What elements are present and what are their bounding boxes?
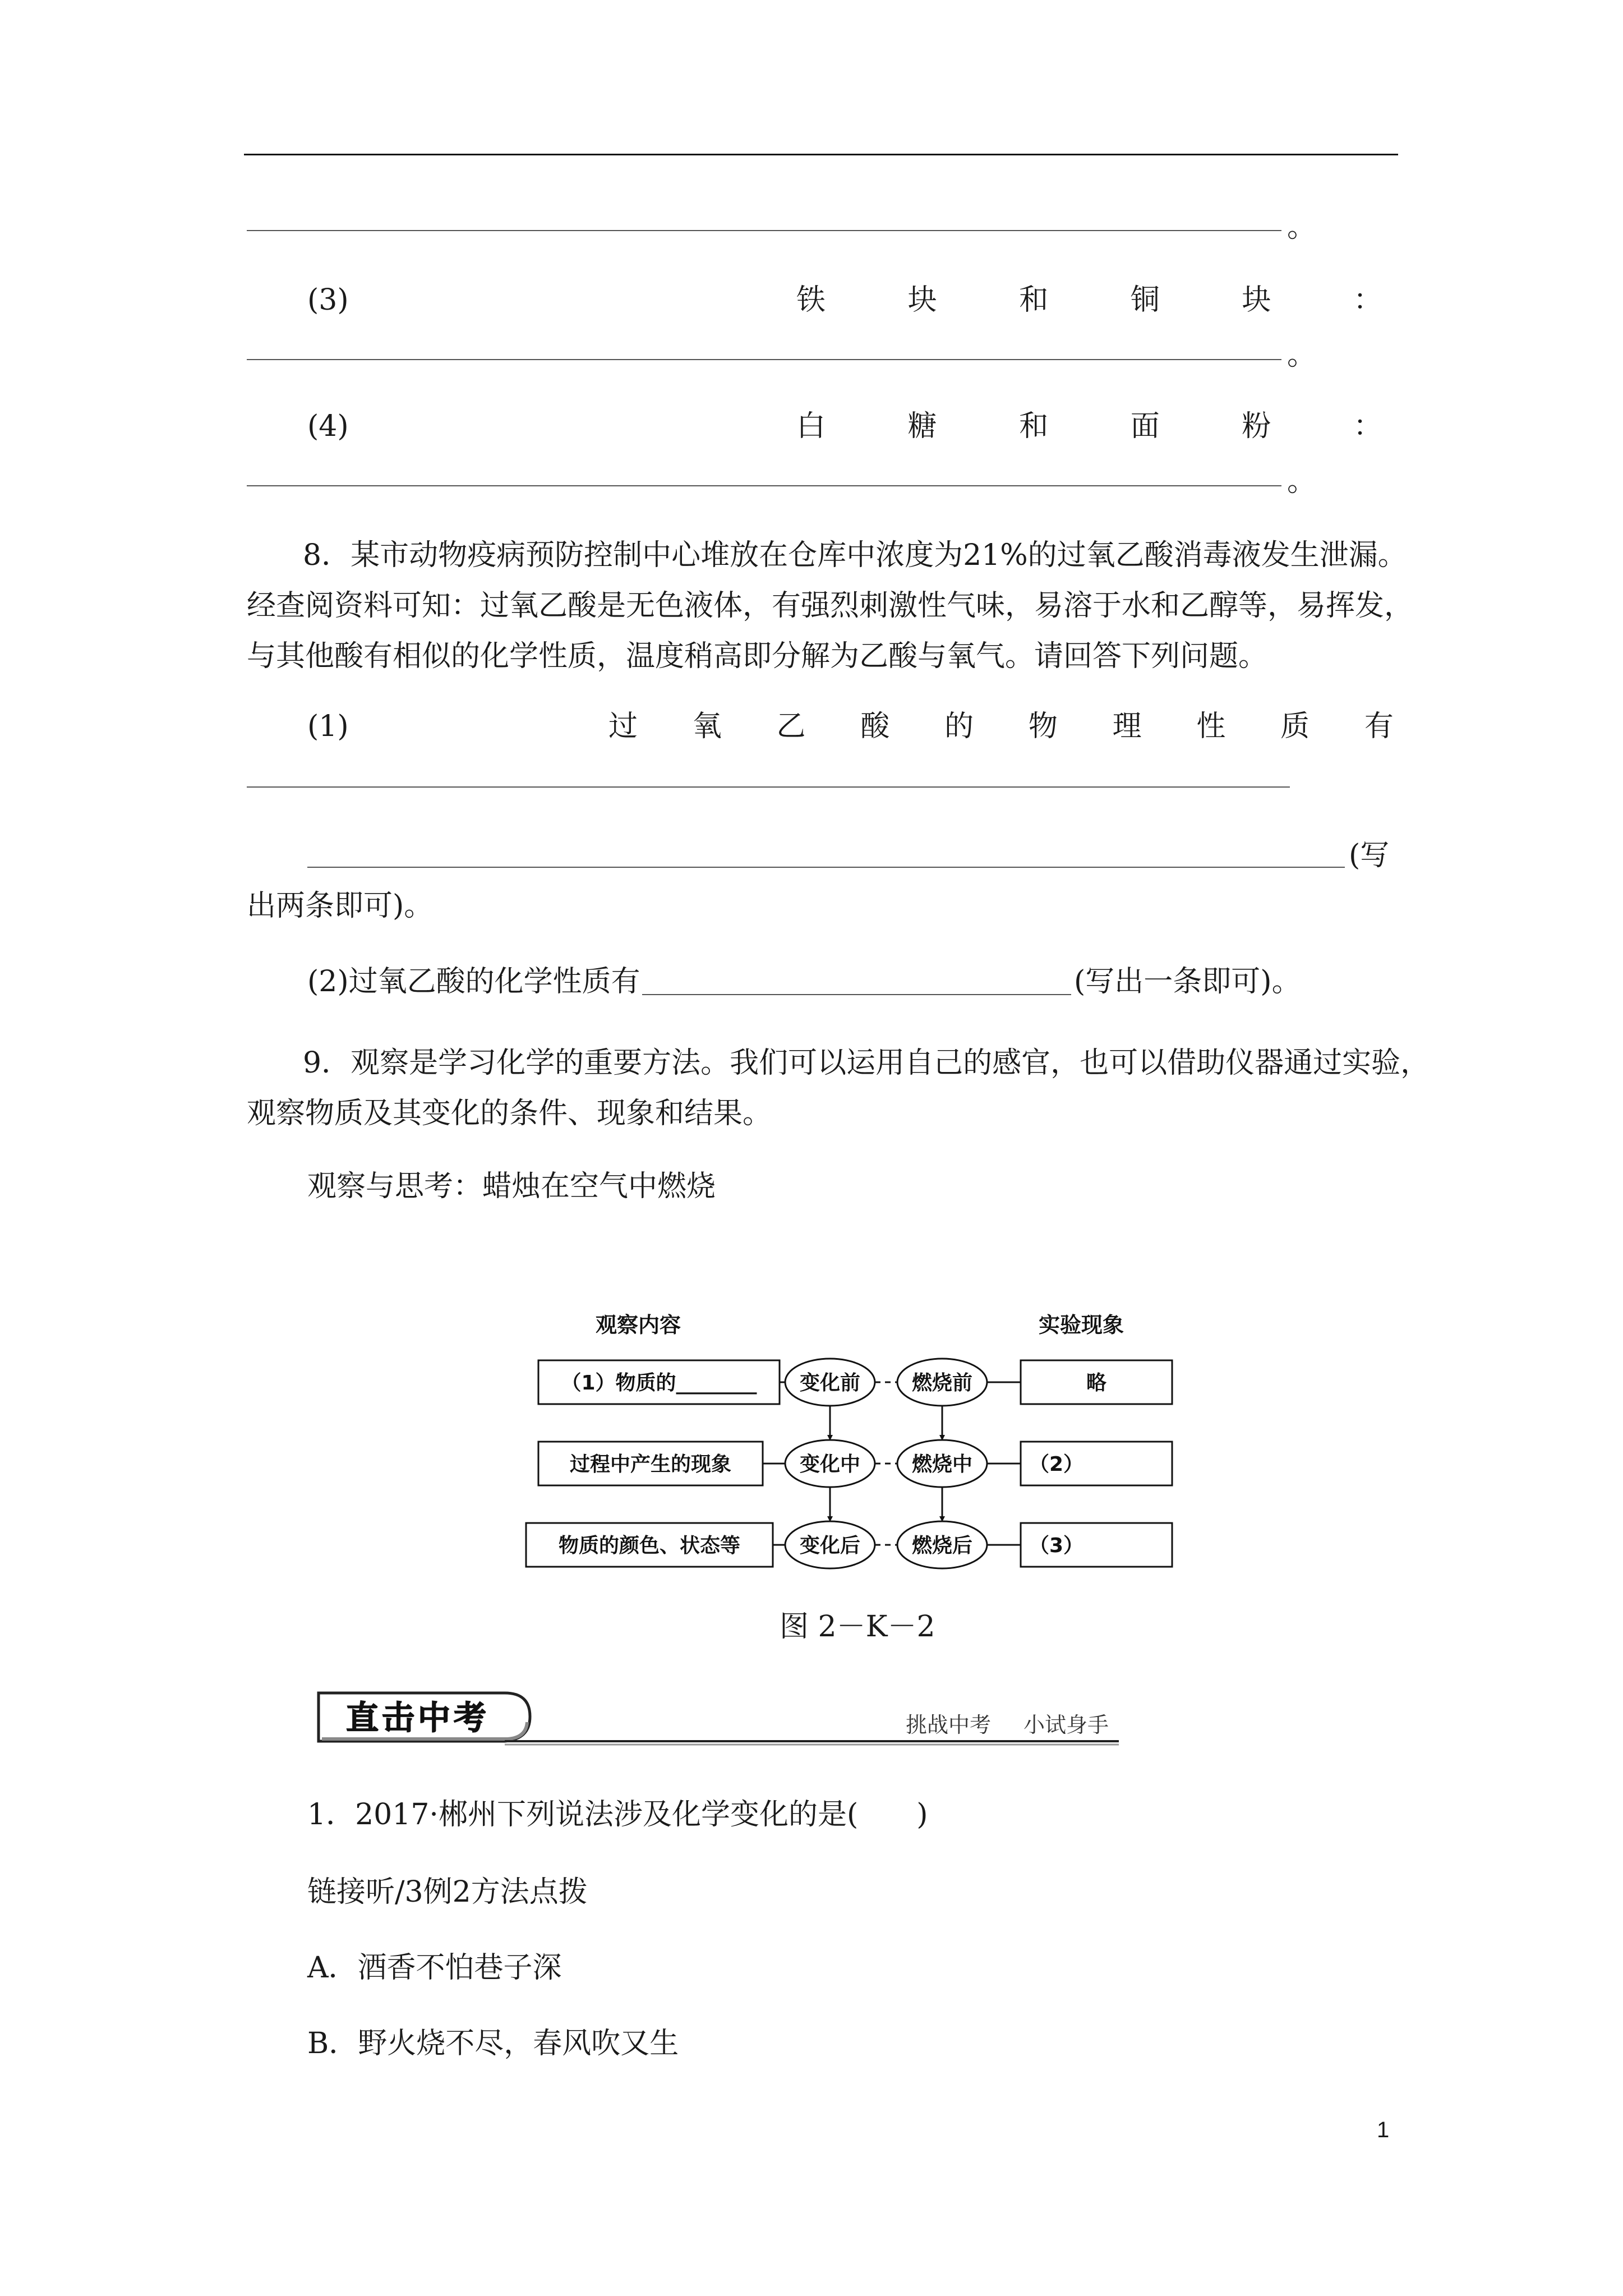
banner-title: 直击中考 xyxy=(345,1699,490,1737)
char: 面 xyxy=(1130,409,1160,443)
char: 氧 xyxy=(692,710,722,743)
instruction-text: (写 xyxy=(1349,839,1390,872)
change-oval-label: 变化后 xyxy=(799,1534,861,1557)
figure-caption: 图 2－K－2 xyxy=(780,1610,935,1644)
page-number: 1 xyxy=(1377,2118,1390,2142)
burning-oval-label: 燃烧前 xyxy=(911,1372,973,1395)
char: 和 xyxy=(1019,283,1049,317)
char: ： xyxy=(1353,409,1382,443)
sub-question-text-4 xyxy=(796,409,1382,443)
question-9 xyxy=(247,1038,1430,1139)
change-oval-label: 变化中 xyxy=(799,1453,861,1476)
char: 白 xyxy=(796,409,826,443)
char: 物 xyxy=(1028,710,1058,743)
observation-flow-diagram xyxy=(522,1307,1178,1571)
banner-subtitle: 挑战中考 xyxy=(906,1713,992,1737)
option-b: B．野火烧不尽，春风吹又生 xyxy=(307,2027,679,2060)
char: 乙 xyxy=(776,710,806,743)
left-box-label: （1）物质的________ xyxy=(561,1372,757,1395)
option-a: A．酒香不怕巷子深 xyxy=(307,1951,562,1985)
char: 酸 xyxy=(860,710,890,743)
banner-subtitle: 小试身手 xyxy=(1023,1713,1109,1737)
left-box-label: 过程中产生的现象 xyxy=(569,1453,732,1476)
right-header: 实验现象 xyxy=(1038,1313,1124,1337)
char: 铁 xyxy=(796,283,826,317)
question-8-line: 与其他酸有相似的化学性质，温度稍高即分解为乙酸与氧气。请回答下列问题。 xyxy=(247,639,1268,673)
link-text[interactable]: 链接听/3例2方法点拨 xyxy=(307,1875,588,1909)
char: ： xyxy=(1353,283,1382,317)
sub-question-text-8-1 xyxy=(608,710,1394,743)
sub-question-number: (4) xyxy=(307,409,349,443)
answer-blank[interactable] xyxy=(642,994,1071,995)
sub-question-text-8-2: (2)过氧乙酸的化学性质有 xyxy=(307,965,640,999)
answer-blank[interactable] xyxy=(307,867,1345,868)
header-rule xyxy=(244,154,1398,155)
section-banner xyxy=(314,1688,1122,1750)
result-box-label: （3） xyxy=(1029,1534,1084,1557)
instruction-text: (写出一条即可)。 xyxy=(1074,965,1301,999)
period: 。 xyxy=(1287,338,1317,372)
question-9-line: 9．观察是学习化学的重要方法。我们可以运用自己的感官，也可以借助仪器通过实验， xyxy=(303,1046,1430,1080)
period: 。 xyxy=(1287,210,1317,244)
instruction-text: 出两条即可)。 xyxy=(247,889,434,923)
question-9-line: 观察物质及其变化的条件、现象和结果。 xyxy=(247,1097,772,1130)
left-header: 观察内容 xyxy=(595,1313,681,1337)
char: 性 xyxy=(1196,710,1226,743)
left-box-label: 物质的颜色、状态等 xyxy=(558,1534,741,1557)
char: 和 xyxy=(1019,409,1049,443)
answer-blank[interactable] xyxy=(247,786,1290,788)
char: 有 xyxy=(1364,710,1394,743)
answer-blank[interactable] xyxy=(247,359,1281,360)
question-8 xyxy=(247,530,1414,682)
question-8-line: 8．某市动物疫病预防控制中心堆放在仓库中浓度为21%的过氧乙酸消毒液发生泄漏。 xyxy=(303,539,1407,572)
change-oval-label: 变化前 xyxy=(799,1372,861,1395)
question-1: 1．2017·郴州下列说法涉及化学变化的是( ) xyxy=(307,1798,928,1832)
answer-blank[interactable] xyxy=(247,485,1281,486)
char: 的 xyxy=(944,710,974,743)
period: 。 xyxy=(1287,464,1317,498)
sub-question-text-3 xyxy=(796,283,1382,317)
sub-question-number: (3) xyxy=(307,283,349,317)
sub-question-number: (1) xyxy=(307,710,349,743)
char: 理 xyxy=(1112,710,1142,743)
char: 铜 xyxy=(1130,283,1160,317)
char: 质 xyxy=(1280,710,1310,743)
result-box-label: 略 xyxy=(1086,1372,1107,1395)
question-8-line: 经查阅资料可知：过氧乙酸是无色液体，有强烈刺激性气味，易溶于水和乙醇等，易挥发， xyxy=(247,589,1414,623)
question-9-subtitle: 观察与思考：蜡烛在空气中燃烧 xyxy=(307,1170,716,1203)
char: 粉 xyxy=(1242,409,1271,443)
burning-oval-label: 燃烧后 xyxy=(911,1534,973,1557)
char: 块 xyxy=(907,283,937,317)
result-box-label: （2） xyxy=(1029,1453,1084,1476)
answer-blank[interactable] xyxy=(247,230,1281,231)
char: 过 xyxy=(608,710,638,743)
char: 糖 xyxy=(907,409,937,443)
char: 块 xyxy=(1242,283,1271,317)
burning-oval-label: 燃烧中 xyxy=(911,1453,973,1476)
